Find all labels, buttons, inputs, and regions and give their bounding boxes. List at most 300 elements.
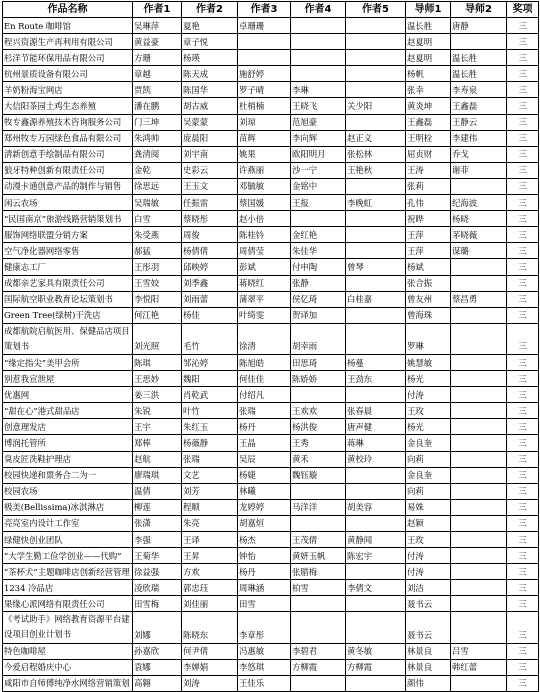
author-5-cell	[346, 243, 406, 259]
header-author-5: 作者5	[346, 2, 406, 18]
table-row	[3, 675, 539, 691]
mentor-2-cell: 谋璐	[451, 243, 507, 259]
work-name-cell: 校园快递和票务合二为一	[3, 467, 133, 483]
author-5-cell	[346, 467, 406, 483]
author-2-cell: 刘佳丽	[182, 596, 238, 612]
author-5-cell	[346, 34, 406, 50]
table-row	[3, 499, 539, 515]
author-2-cell: 任振雷	[182, 195, 238, 211]
mentor-1-cell: 屈贞财	[406, 146, 451, 162]
header-author-1: 作者1	[133, 2, 182, 18]
author-4-cell: 王秀	[291, 435, 346, 451]
author-2-cell: 杨佳	[182, 307, 238, 323]
author-4-cell: 魏钰璇	[291, 467, 346, 483]
author-2-cell: 叶竹	[182, 403, 238, 419]
author-1-cell: 贾凯	[133, 82, 182, 98]
mentor-2-cell: 温长胜	[451, 50, 507, 66]
mentor-1-cell: 张幸	[406, 82, 451, 98]
author-1-cell: 张潇	[133, 515, 182, 531]
author-3-cell: 蒋晓红	[238, 275, 291, 291]
author-3-cell: 付绍凡	[238, 387, 291, 403]
mentor-1-cell: 林景良	[406, 643, 451, 659]
author-4-cell: 田思琦	[291, 354, 346, 370]
award-cell: 三	[507, 66, 539, 82]
mentor-2-cell: 李寿泉	[451, 82, 507, 98]
award-cell: 三	[507, 612, 539, 643]
award-cell: 三	[507, 291, 539, 307]
author-4-cell	[291, 34, 346, 50]
author-1-cell: 李悦阳	[133, 291, 182, 307]
award-cell: 三	[507, 451, 539, 467]
author-4-cell: 金红艳	[291, 227, 346, 243]
author-3-cell: 杨丹	[238, 564, 291, 580]
award-cell: 三	[507, 243, 539, 259]
author-3-cell: 何佳佳	[238, 371, 291, 387]
table-row	[3, 227, 539, 243]
author-2-cell: 杨瑛	[182, 50, 238, 66]
award-cell: 三	[507, 82, 539, 98]
mentor-2-cell	[451, 403, 507, 419]
author-4-cell: 贺译加	[291, 307, 346, 323]
work-name-cell: 创意理发店	[3, 419, 133, 435]
author-4-cell	[291, 515, 346, 531]
author-3-cell: 刘琼	[238, 114, 291, 130]
author-4-cell: 方柳霞	[291, 659, 346, 675]
author-4-cell	[291, 18, 346, 34]
author-5-cell: 唐声健	[346, 419, 406, 435]
author-3-cell: 卓珊珊	[238, 18, 291, 34]
mentor-1-cell: 赵夏明	[406, 50, 451, 66]
author-1-cell: 白雪	[133, 211, 182, 227]
mentor-1-cell: 颜伟	[406, 675, 451, 691]
table-row	[3, 146, 539, 162]
work-name-cell: 博润托管所	[3, 435, 133, 451]
author-4-cell: 王欢欢	[291, 403, 346, 419]
author-3-cell	[238, 50, 291, 66]
author-2-cell: 何尹倩	[182, 643, 238, 659]
author-4-cell: 陈娇娇	[291, 371, 346, 387]
author-4-cell: 范旭豪	[291, 114, 346, 130]
table-row	[3, 307, 539, 323]
author-4-cell	[291, 66, 346, 82]
work-name-cell: 校园农场	[3, 483, 133, 499]
author-3-cell: 杨杰	[238, 532, 291, 548]
author-1-cell: 金乾	[133, 162, 182, 178]
author-3-cell: 林曦	[238, 483, 291, 499]
author-5-cell: 曾琴	[346, 259, 406, 275]
author-4-cell: 侯亿琦	[291, 291, 346, 307]
header-row	[3, 2, 539, 18]
award-cell: 三	[507, 580, 539, 596]
award-cell: 三	[507, 564, 539, 580]
author-4-cell	[291, 211, 346, 227]
mentor-1-cell: 孔伟	[406, 195, 451, 211]
author-5-cell	[346, 82, 406, 98]
mentor-2-cell: 谢菲	[451, 162, 507, 178]
author-2-cell: 毛竹	[182, 323, 238, 354]
work-name-cell: 牧专鑫源养殖技术咨询服务公司	[3, 114, 133, 130]
author-1-cell: 王雪姣	[133, 275, 182, 291]
author-3-cell: 徐清	[238, 323, 291, 354]
table-row	[3, 162, 539, 178]
author-1-cell: 赵航	[133, 451, 182, 467]
author-1-cell: 王菊华	[133, 548, 182, 564]
author-2-cell: 张瑞	[182, 451, 238, 467]
mentor-1-cell: 聂书云	[406, 596, 451, 612]
author-4-cell: 王报	[291, 195, 346, 211]
award-cell: 三	[507, 130, 539, 146]
author-2-cell: 夏艳	[182, 18, 238, 34]
author-1-cell: 方珊	[133, 50, 182, 66]
author-5-cell	[346, 50, 406, 66]
author-2-cell: 杨倩倩	[182, 243, 238, 259]
table-row	[3, 483, 539, 499]
award-cell: 三	[507, 499, 539, 515]
author-1-cell: 吴瑞敏	[133, 195, 182, 211]
author-2-cell: 刘涛	[182, 675, 238, 691]
work-name-cell: 果缘心派网络有限责任公司	[3, 596, 133, 612]
award-cell: 三	[507, 259, 539, 275]
author-4-cell: 黄妍玉帆	[291, 548, 346, 564]
author-3-cell: 吴辰	[238, 451, 291, 467]
author-2-cell: 朱亮	[182, 515, 238, 531]
award-cell: 三	[507, 403, 539, 419]
author-1-cell: 王宇	[133, 419, 182, 435]
mentor-2-cell	[451, 596, 507, 612]
author-5-cell	[346, 515, 406, 531]
table-row	[3, 130, 539, 146]
mentor-1-cell: 王萍	[406, 243, 451, 259]
table-row	[3, 467, 539, 483]
author-2-cell: 陈晓东	[182, 612, 238, 643]
mentor-1-cell: 向莉	[406, 451, 451, 467]
mentor-1-cell: 王萍	[406, 227, 451, 243]
mentor-2-cell: 杨晓	[451, 211, 507, 227]
author-3-cell: 杜梢楠	[238, 98, 291, 114]
author-4-cell: 沙一宁	[291, 162, 346, 178]
work-name-cell: 狼牙特种创新有限责任公司	[3, 162, 133, 178]
table-row	[3, 596, 539, 612]
mentor-2-cell	[451, 451, 507, 467]
author-5-cell	[346, 483, 406, 499]
author-4-cell: 胡幸雨	[291, 323, 346, 354]
author-3-cell: 杨婕	[238, 467, 291, 483]
author-2-cell: 杨薇静	[182, 435, 238, 451]
work-name-cell: 服饰网络联盟分销方案	[3, 227, 133, 243]
author-1-cell: 郑棒	[133, 435, 182, 451]
mentor-2-cell	[451, 612, 507, 643]
author-2-cell: 方欢	[182, 564, 238, 580]
author-2-cell: 刘芳	[182, 483, 238, 499]
author-4-cell: 王晓飞	[291, 98, 346, 114]
author-1-cell: 王思妙	[133, 371, 182, 387]
author-5-cell: 王艳秋	[346, 162, 406, 178]
mentor-2-cell: 茅晓薇	[451, 227, 507, 243]
mentor-1-cell: 张合振	[406, 275, 451, 291]
work-name-cell: 1234 冷品店	[3, 580, 133, 596]
header-author-2: 作者2	[182, 2, 238, 18]
author-3-cell: 冯惠敏	[238, 643, 291, 659]
work-name-cell: 羊奶粉海宝网店	[3, 82, 133, 98]
author-5-cell: 李晚虹	[346, 195, 406, 211]
mentor-1-cell: 杨斌	[406, 259, 451, 275]
author-3-cell: 陈桂钤	[238, 227, 291, 243]
work-name-cell: En Route 咖啡馆	[3, 18, 133, 34]
author-2-cell: 周俊	[182, 227, 238, 243]
table-row	[3, 659, 539, 675]
table-row	[3, 354, 539, 370]
award-cell: 三	[507, 162, 539, 178]
author-4-cell: 金铭中	[291, 178, 346, 194]
award-cell: 三	[507, 354, 539, 370]
award-cell: 三	[507, 98, 539, 114]
author-2-cell: 李婵娟	[182, 659, 238, 675]
award-cell: 三	[507, 675, 539, 691]
table-row	[3, 259, 539, 275]
work-name-cell: 闲云农场	[3, 195, 133, 211]
author-2-cell: 刘雨蕾	[182, 291, 238, 307]
author-3-cell: 蒲翠平	[238, 291, 291, 307]
mentor-2-cell	[451, 548, 507, 564]
work-name-cell: “茶杯犬”主题咖啡店创新经营管理	[3, 564, 133, 580]
author-5-cell	[346, 178, 406, 194]
author-3-cell: 赵小倍	[238, 211, 291, 227]
author-4-cell: 杨洪俊	[291, 419, 346, 435]
work-name-cell: 成都亲艺家具有限责任公司	[3, 275, 133, 291]
author-3-cell	[238, 34, 291, 50]
author-3-cell: 田雪	[238, 596, 291, 612]
author-2-cell: 文艺	[182, 467, 238, 483]
author-1-cell: 刘娜	[133, 612, 182, 643]
mentor-1-cell: 付涛	[406, 387, 451, 403]
author-4-cell: 李碧君	[291, 643, 346, 659]
author-3-cell: 罗子晴	[238, 82, 291, 98]
author-1-cell: 高翱	[133, 675, 182, 691]
author-1-cell: 袁娜	[133, 659, 182, 675]
author-5-cell	[346, 323, 406, 354]
award-cell: 三	[507, 467, 539, 483]
mentor-2-cell	[451, 34, 507, 50]
author-2-cell: 陈天成	[182, 66, 238, 82]
award-cell: 三	[507, 435, 539, 451]
mentor-2-cell: 韩红蕾	[451, 659, 507, 675]
mentor-2-cell: 王静云	[451, 114, 507, 130]
mentor-1-cell: 赵夏明	[406, 34, 451, 50]
author-3-cell: 彭斌	[238, 259, 291, 275]
mentor-1-cell: 姚慧敏	[406, 354, 451, 370]
mentor-2-cell	[451, 467, 507, 483]
author-1-cell: 姜三洪	[133, 387, 182, 403]
author-2-cell: 刘宇南	[182, 146, 238, 162]
mentor-1-cell: 金良奎	[406, 467, 451, 483]
author-1-cell: 龚清阅	[133, 146, 182, 162]
author-5-cell: 胡美容	[346, 499, 406, 515]
author-1-cell: 朱受燕	[133, 227, 182, 243]
table-row	[3, 211, 539, 227]
work-name-cell: 空气净化器网络零售	[3, 243, 133, 259]
author-2-cell: 蔡晓彤	[182, 211, 238, 227]
work-name-cell: “缘定指尖”美甲会所	[3, 354, 133, 370]
author-5-cell	[346, 66, 406, 82]
author-3-cell: 王晶	[238, 435, 291, 451]
author-5-cell	[346, 387, 406, 403]
author-5-cell	[346, 564, 406, 580]
author-3-cell: 邓毓敏	[238, 178, 291, 194]
author-3-cell: 李章彤	[238, 612, 291, 643]
mentor-2-cell: 乔戈	[451, 146, 507, 162]
table-row	[3, 387, 539, 403]
author-5-cell: 方柳霞	[346, 659, 406, 675]
author-2-cell: 庞晨阳	[182, 130, 238, 146]
award-list-table	[2, 1, 539, 692]
award-cell: 三	[507, 548, 539, 564]
author-5-cell: 白桂嘉	[346, 291, 406, 307]
author-1-cell: 黄益豪	[133, 34, 182, 50]
author-2-cell: 魏阳	[182, 371, 238, 387]
mentor-2-cell: 唐静	[451, 18, 507, 34]
mentor-1-cell: 聂书云	[406, 612, 451, 643]
mentor-1-cell: 刘洁	[406, 580, 451, 596]
author-4-cell	[291, 675, 346, 691]
author-1-cell: 朱鸿帅	[133, 130, 182, 146]
author-5-cell: 黄冬敏	[346, 643, 406, 659]
author-2-cell: 胡古威	[182, 98, 238, 114]
award-cell: 三	[507, 483, 539, 499]
work-name-cell: “甜在心”港式甜品店	[3, 403, 133, 419]
work-name-cell: 杉洋节能环保用品有限公司	[3, 50, 133, 66]
table-row	[3, 195, 539, 211]
author-4-cell: 李向辉	[291, 130, 346, 146]
header-mentor-1: 导师1	[406, 2, 451, 18]
author-3-cell: 姚果	[238, 146, 291, 162]
author-1-cell: 田雪梅	[133, 596, 182, 612]
table-row	[3, 114, 539, 130]
mentor-2-cell	[451, 580, 507, 596]
mentor-1-cell: 温长胜	[406, 18, 451, 34]
mentor-2-cell: 温长胜	[451, 66, 507, 82]
author-5-cell: 李倩文	[346, 580, 406, 596]
work-name-cell: 成都航院启航医用、保健品店项目策划书	[3, 323, 133, 354]
author-1-cell: 章越	[133, 66, 182, 82]
mentor-2-cell	[451, 564, 507, 580]
author-2-cell: 吴蒙蒙	[182, 114, 238, 130]
author-5-cell: 蒋琳	[346, 435, 406, 451]
author-1-cell: 凌欣瑞	[133, 580, 182, 596]
author-3-cell: 张瑞	[238, 403, 291, 419]
table-row	[3, 419, 539, 435]
award-cell: 三	[507, 596, 539, 612]
award-cell: 三	[507, 275, 539, 291]
header-work-name: 作品名称	[3, 2, 133, 18]
author-1-cell: 徐思远	[133, 178, 182, 194]
award-cell: 三	[507, 195, 539, 211]
author-5-cell	[346, 18, 406, 34]
author-5-cell	[346, 675, 406, 691]
work-name-cell: Green Tree(绿树)干洗店	[3, 307, 133, 323]
author-4-cell	[291, 596, 346, 612]
header-author-4: 作者4	[291, 2, 346, 18]
award-cell: 三	[507, 18, 539, 34]
award-cell: 三	[507, 211, 539, 227]
mentor-1-cell: 向莉	[406, 483, 451, 499]
work-name-cell: 特色咖啡屋	[3, 643, 133, 659]
table-row	[3, 50, 539, 66]
author-5-cell	[346, 596, 406, 612]
award-cell: 三	[507, 114, 539, 130]
table-row	[3, 564, 539, 580]
author-5-cell: 陈宏宇	[346, 548, 406, 564]
author-3-cell: 苗辉	[238, 130, 291, 146]
author-1-cell: 何江艳	[133, 307, 182, 323]
author-1-cell: 门三坤	[133, 114, 182, 130]
author-1-cell: 柳莲	[133, 499, 182, 515]
author-2-cell: 史彩云	[182, 162, 238, 178]
table-row	[3, 323, 539, 354]
work-name-cell: 杭州景质设备有限公司	[3, 66, 133, 82]
author-5-cell: 张春晨	[346, 403, 406, 419]
award-cell: 三	[507, 643, 539, 659]
author-4-cell: 李琳	[291, 82, 346, 98]
table-row	[3, 243, 539, 259]
mentor-2-cell: 王鑫磊	[451, 98, 507, 114]
author-3-cell: 李悠琪	[238, 659, 291, 675]
table-row	[3, 82, 539, 98]
author-5-cell: 杨蔓	[346, 354, 406, 370]
author-4-cell: 朱佳华	[291, 243, 346, 259]
author-2-cell: 邱映婷	[182, 259, 238, 275]
mentor-2-cell	[451, 675, 507, 691]
author-2-cell: 王昇	[182, 548, 238, 564]
table-row	[3, 580, 539, 596]
author-2-cell: 程顺	[182, 499, 238, 515]
author-4-cell: 欧阳明月	[291, 146, 346, 162]
mentor-2-cell	[451, 178, 507, 194]
mentor-1-cell: 曾友州	[406, 291, 451, 307]
table-row	[3, 178, 539, 194]
award-cell: 三	[507, 515, 539, 531]
author-3-cell: 施舒婷	[238, 66, 291, 82]
author-5-cell: 王劲东	[346, 371, 406, 387]
author-5-cell: 黄校玲	[346, 451, 406, 467]
author-1-cell: 刘光照	[133, 323, 182, 354]
author-1-cell: 廖瑞琪	[133, 467, 182, 483]
work-name-cell: 大信阳茶园土鸡生态养殖	[3, 98, 133, 114]
author-1-cell: 王彤羽	[133, 259, 182, 275]
table-row	[3, 291, 539, 307]
author-4-cell: 张静	[291, 275, 346, 291]
author-2-cell: 王玉文	[182, 178, 238, 194]
award-cell: 三	[507, 34, 539, 50]
author-4-cell	[291, 387, 346, 403]
award-cell: 三	[507, 227, 539, 243]
mentor-1-cell: 付涛	[406, 564, 451, 580]
mentor-2-cell	[451, 499, 507, 515]
author-2-cell: 郭忠珏	[182, 580, 238, 596]
author-5-cell: 黄静闻	[346, 532, 406, 548]
author-1-cell: 李强	[133, 532, 182, 548]
author-3-cell: 陈旭皓	[238, 354, 291, 370]
author-1-cell: 郝猛	[133, 243, 182, 259]
author-5-cell	[346, 227, 406, 243]
author-4-cell: 黄禾	[291, 451, 346, 467]
mentor-1-cell: 付涛	[406, 548, 451, 564]
award-cell: 三	[507, 387, 539, 403]
author-3-cell: 叶绮雯	[238, 307, 291, 323]
work-name-cell: 优惠网	[3, 387, 133, 403]
work-name-cell: 程兴资源生产再利用有限公司	[3, 34, 133, 50]
table-row	[3, 275, 539, 291]
author-2-cell: 刘季鑫	[182, 275, 238, 291]
